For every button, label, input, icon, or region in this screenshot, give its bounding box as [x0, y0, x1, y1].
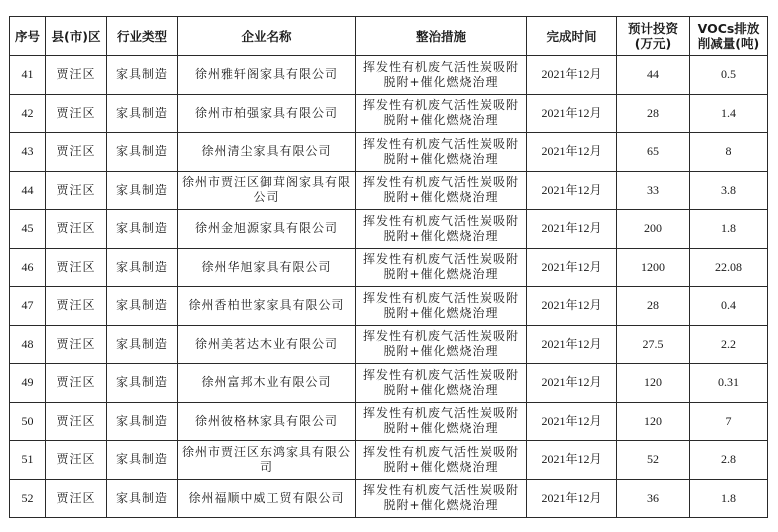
cell-company: 徐州福顺中威工贸有限公司 — [178, 479, 356, 518]
cell-no: 46 — [10, 248, 46, 287]
cell-no: 44 — [10, 171, 46, 210]
cell-no: 48 — [10, 325, 46, 364]
header-industry: 行业类型 — [107, 17, 178, 56]
cell-investment: 27.5 — [617, 325, 690, 364]
cell-measure: 挥发性有机废气活性炭吸附脱附+催化燃烧治理 — [356, 210, 527, 249]
cell-company: 徐州市贾汪区御茸阁家具有限公司 — [178, 171, 356, 210]
cell-no: 50 — [10, 402, 46, 441]
cell-no: 41 — [10, 56, 46, 95]
cell-district: 贾汪区 — [46, 171, 107, 210]
cell-no: 43 — [10, 133, 46, 172]
cell-measure: 挥发性有机废气活性炭吸附脱附+催化燃烧治理 — [356, 364, 527, 403]
cell-company: 徐州市贾汪区东鸿家具有限公司 — [178, 441, 356, 480]
cell-investment: 28 — [617, 94, 690, 133]
cell-date: 2021年12月 — [527, 210, 617, 249]
table-row — [10, 441, 768, 480]
cell-district: 贾汪区 — [46, 56, 107, 95]
cell-company: 徐州华旭家具有限公司 — [178, 248, 356, 287]
cell-investment: 200 — [617, 210, 690, 249]
cell-reduction: 1.8 — [690, 210, 768, 249]
cell-measure: 挥发性有机废气活性炭吸附脱附+催化燃烧治理 — [356, 94, 527, 133]
cell-no: 45 — [10, 210, 46, 249]
cell-no: 51 — [10, 441, 46, 480]
cell-company: 徐州美茗达木业有限公司 — [178, 325, 356, 364]
cell-industry: 家具制造 — [107, 479, 178, 518]
cell-investment: 1200 — [617, 248, 690, 287]
cell-date: 2021年12月 — [527, 248, 617, 287]
cell-district: 贾汪区 — [46, 479, 107, 518]
cell-company: 徐州市柏强家具有限公司 — [178, 94, 356, 133]
remediation-table — [9, 16, 768, 518]
cell-industry: 家具制造 — [107, 441, 178, 480]
cell-district: 贾汪区 — [46, 402, 107, 441]
table-row — [10, 171, 768, 210]
cell-investment: 52 — [617, 441, 690, 480]
cell-industry: 家具制造 — [107, 402, 178, 441]
cell-measure: 挥发性有机废气活性炭吸附脱附+催化燃烧治理 — [356, 171, 527, 210]
cell-no: 47 — [10, 287, 46, 326]
cell-investment: 120 — [617, 364, 690, 403]
cell-district: 贾汪区 — [46, 441, 107, 480]
cell-measure: 挥发性有机废气活性炭吸附脱附+催化燃烧治理 — [356, 133, 527, 172]
cell-industry: 家具制造 — [107, 287, 178, 326]
header-measure: 整治措施 — [356, 17, 527, 56]
cell-measure: 挥发性有机废气活性炭吸附脱附+催化燃烧治理 — [356, 248, 527, 287]
cell-industry: 家具制造 — [107, 133, 178, 172]
cell-industry: 家具制造 — [107, 325, 178, 364]
table-row — [10, 287, 768, 326]
cell-measure: 挥发性有机废气活性炭吸附脱附+催化燃烧治理 — [356, 325, 527, 364]
cell-reduction: 2.2 — [690, 325, 768, 364]
table-header-row — [10, 17, 768, 56]
header-no: 序号 — [10, 17, 46, 56]
cell-district: 贾汪区 — [46, 133, 107, 172]
cell-no: 52 — [10, 479, 46, 518]
cell-company: 徐州清尘家具有限公司 — [178, 133, 356, 172]
cell-reduction: 0.4 — [690, 287, 768, 326]
cell-date: 2021年12月 — [527, 94, 617, 133]
cell-reduction: 1.4 — [690, 94, 768, 133]
cell-company: 徐州雅轩阁家具有限公司 — [178, 56, 356, 95]
cell-measure: 挥发性有机废气活性炭吸附脱附+催化燃烧治理 — [356, 479, 527, 518]
cell-date: 2021年12月 — [527, 479, 617, 518]
table-row — [10, 479, 768, 518]
cell-no: 42 — [10, 94, 46, 133]
cell-company: 徐州彼格林家具有限公司 — [178, 402, 356, 441]
header-company: 企业名称 — [178, 17, 356, 56]
table-row — [10, 56, 768, 95]
cell-district: 贾汪区 — [46, 248, 107, 287]
cell-industry: 家具制造 — [107, 171, 178, 210]
cell-company: 徐州金旭源家具有限公司 — [178, 210, 356, 249]
cell-investment: 33 — [617, 171, 690, 210]
table-row — [10, 133, 768, 172]
header-investment: 预计投资(万元) — [617, 17, 690, 56]
cell-date: 2021年12月 — [527, 364, 617, 403]
cell-reduction: 0.31 — [690, 364, 768, 403]
cell-industry: 家具制造 — [107, 94, 178, 133]
cell-measure: 挥发性有机废气活性炭吸附脱附+催化燃烧治理 — [356, 56, 527, 95]
cell-district: 贾汪区 — [46, 325, 107, 364]
cell-district: 贾汪区 — [46, 210, 107, 249]
cell-investment: 44 — [617, 56, 690, 95]
cell-date: 2021年12月 — [527, 133, 617, 172]
cell-reduction: 0.5 — [690, 56, 768, 95]
cell-reduction: 2.8 — [690, 441, 768, 480]
cell-district: 贾汪区 — [46, 94, 107, 133]
cell-industry: 家具制造 — [107, 248, 178, 287]
cell-reduction: 22.08 — [690, 248, 768, 287]
header-date: 完成时间 — [527, 17, 617, 56]
cell-date: 2021年12月 — [527, 441, 617, 480]
header-district: 县(市)区 — [46, 17, 107, 56]
cell-date: 2021年12月 — [527, 171, 617, 210]
cell-company: 徐州富邦木业有限公司 — [178, 364, 356, 403]
cell-no: 49 — [10, 364, 46, 403]
header-reduction: VOCs排放削减量(吨) — [690, 17, 768, 56]
cell-industry: 家具制造 — [107, 364, 178, 403]
cell-date: 2021年12月 — [527, 287, 617, 326]
cell-date: 2021年12月 — [527, 325, 617, 364]
table-row — [10, 210, 768, 249]
cell-measure: 挥发性有机废气活性炭吸附脱附+催化燃烧治理 — [356, 287, 527, 326]
table-row — [10, 364, 768, 403]
cell-reduction: 7 — [690, 402, 768, 441]
cell-investment: 65 — [617, 133, 690, 172]
cell-investment: 36 — [617, 479, 690, 518]
cell-investment: 120 — [617, 402, 690, 441]
cell-measure: 挥发性有机废气活性炭吸附脱附+催化燃烧治理 — [356, 441, 527, 480]
cell-company: 徐州香柏世家家具有限公司 — [178, 287, 356, 326]
cell-reduction: 1.8 — [690, 479, 768, 518]
cell-reduction: 8 — [690, 133, 768, 172]
table-row — [10, 325, 768, 364]
cell-industry: 家具制造 — [107, 210, 178, 249]
table-row — [10, 402, 768, 441]
cell-industry: 家具制造 — [107, 56, 178, 95]
cell-district: 贾汪区 — [46, 287, 107, 326]
cell-date: 2021年12月 — [527, 56, 617, 95]
cell-reduction: 3.8 — [690, 171, 768, 210]
cell-measure: 挥发性有机废气活性炭吸附脱附+催化燃烧治理 — [356, 402, 527, 441]
cell-investment: 28 — [617, 287, 690, 326]
table-row — [10, 94, 768, 133]
table-row — [10, 248, 768, 287]
cell-date: 2021年12月 — [527, 402, 617, 441]
table-body — [10, 56, 768, 518]
cell-district: 贾汪区 — [46, 364, 107, 403]
